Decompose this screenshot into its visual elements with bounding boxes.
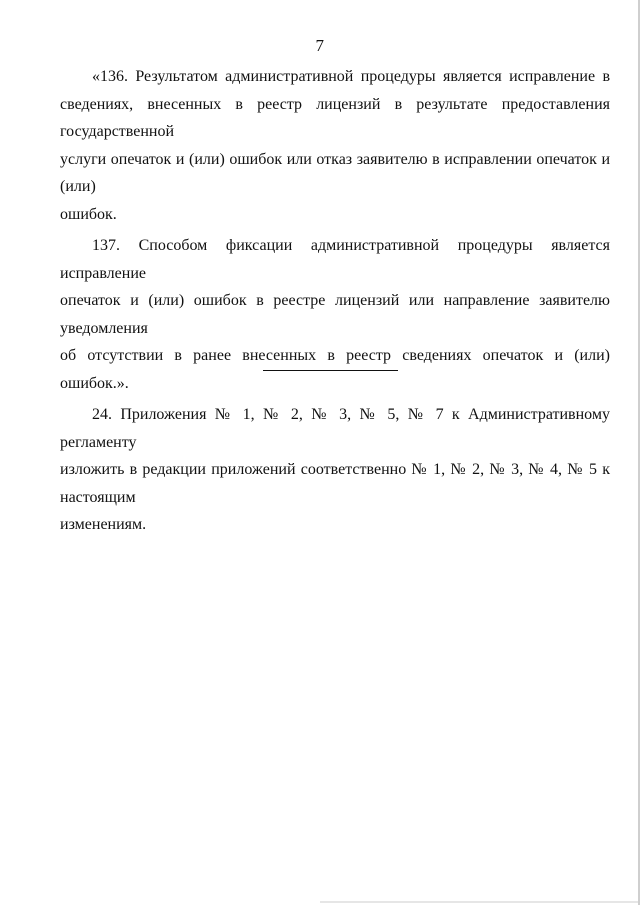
paragraph-136 (60, 63, 610, 228)
text-line: сведениях, внесенных в реестр лицензий в результате предоставления государственной (60, 95, 610, 140)
page-number: 7 (315, 36, 325, 55)
text-line: 24. Приложения № 1, № 2, № 3, № 5, № 7 к Административному регламенту (60, 406, 610, 451)
text-line: ошибок. (60, 205, 117, 223)
text-line: изложить в редакции приложений соответственно № 1, № 2, № 3, № 4, № 5 к настоящим (60, 461, 610, 506)
end-separator-line (263, 370, 398, 371)
document-body (60, 63, 610, 543)
text-line: об отсутствии в ранее внесенных в реестр сведениях опечаток и (или) ошибок.». (60, 347, 610, 392)
paragraph-24 (60, 401, 610, 539)
paragraph-137 (60, 232, 610, 397)
scan-edge-shadow (320, 901, 640, 903)
text-line: 137. Способом фиксации административной процедуры является исправление (60, 237, 610, 282)
text-line: «136. Результатом административной процедуры является исправление в (92, 68, 610, 85)
text-line: опечаток и (или) ошибок в реестре лицензий или направление заявителю уведомления (60, 292, 610, 337)
text-line: изменениям. (60, 516, 147, 533)
text-line: услуги опечаток и (или) ошибок или отказ заявителю в исправлении опечаток и (или) (60, 150, 610, 195)
